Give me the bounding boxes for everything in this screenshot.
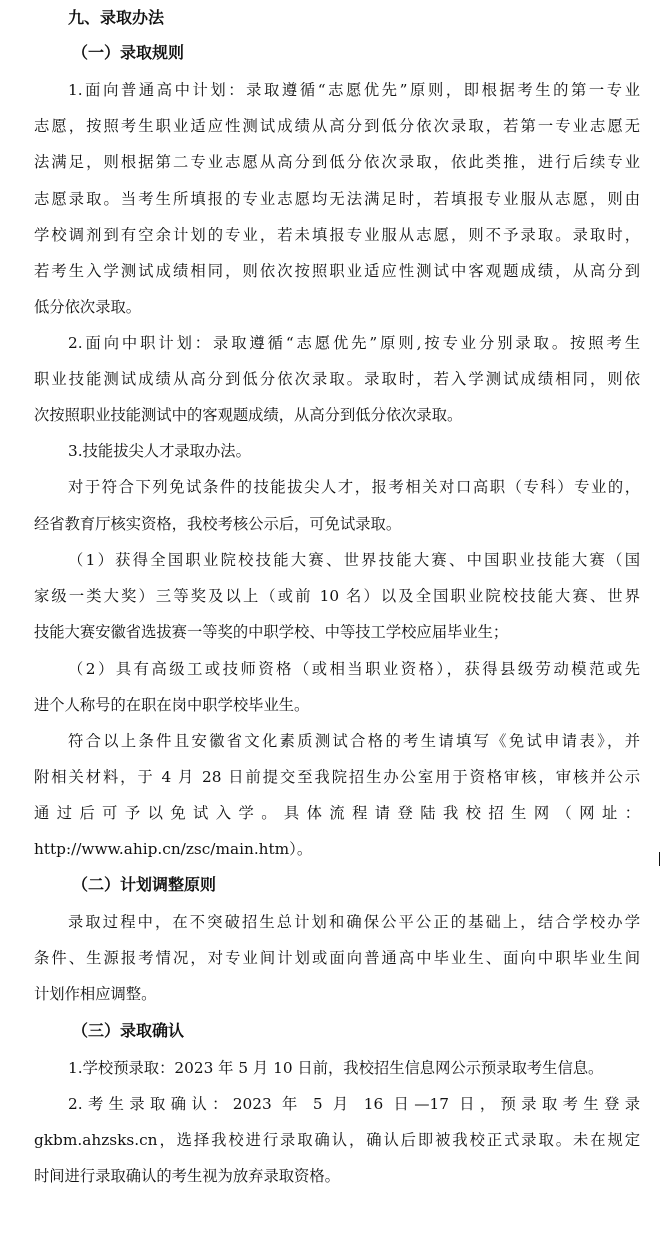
text-line: 进个人称号的在职在岗中职学校毕业生。 [34,696,310,714]
text-line: 通过后可予以免试入学。具体流程请登陆我校招生网（网址： [34,804,640,822]
subheading-plan-adjustment: （二）计划调整原则 [72,875,217,894]
text-line: 1.面向普通高中计划：录取遵循“志愿优先”原则，即根据考生的第一专业 [68,81,640,99]
subheading-admission-confirmation: （三）录取确认 [72,1021,185,1040]
text-line: 志愿录取。当考生所填报的专业志愿均无法满足时，若填报专业服从志愿，则由 [34,190,640,208]
text-line: （2）具有高级工或技师资格（或相当职业资格），获得县级劳动模范或先 [68,660,640,678]
text-line: 学校调剂到有空余计划的专业，若未填报专业服从志愿，则不予录取。录取时， [34,226,640,244]
text-line: 计划作相应调整。 [34,985,157,1003]
text-line: 低分依次录取。 [34,298,142,316]
text-line: gkbm.ahzsks.cn，选择我校进行录取确认，确认后即被我校正式录取。未在规定 [34,1131,640,1149]
text-line: 职业技能测试成绩从高分到低分依次录取。录取时，若入学测试成绩相同，则依 [34,370,640,388]
text-line: 若考生入学测试成绩相同，则依次按照职业适应性测试中客观题成绩，从高分到 [34,262,640,280]
text-line: 1.学校预录取：2023 年 5 月 10 日前，我校招生信息网公示预录取考生信息。 [68,1059,604,1077]
section-heading: 九、录取办法 [68,8,165,27]
subheading-admission-rules: （一）录取规则 [72,43,185,62]
text-line: 次按照职业技能测试中的客观题成绩，从高分到低分依次录取。 [34,406,463,424]
text-line: http://www.ahip.cn/zsc/main.htm）。 [34,840,313,858]
text-line: （1）获得全国职业院校技能大赛、世界技能大赛、中国职业技能大赛（国 [68,551,640,569]
cursor-mark [659,852,660,866]
text-line: 3.技能拔尖人才录取办法。 [68,442,251,460]
text-line: 录取过程中，在不突破招生总计划和确保公平公正的基础上，结合学校办学 [68,913,640,931]
text-line: 对于符合下列免试条件的技能拔尖人才，报考相关对口高职（专科）专业的， [68,478,640,496]
text-line: 附相关材料，于 4 月 28 日前提交至我院招生办公室用于资格审核，审核并公示 [34,768,640,786]
text-line: 时间进行录取确认的考生视为放弃录取资格。 [34,1167,340,1185]
text-line: 法满足，则根据第二专业志愿从高分到低分依次录取，依此类推，进行后续专业 [34,153,640,171]
text-line: 经省教育厅核实资格，我校考核公示后，可免试录取。 [34,515,402,533]
text-line: 志愿，按照考生职业适应性测试成绩从高分到低分依次录取，若第一专业志愿无 [34,117,640,135]
text-line: 2.面向中职计划：录取遵循“志愿优先”原则,按专业分别录取。按照考生 [68,334,640,352]
text-line: 符合以上条件且安徽省文化素质测试合格的考生请填写《免试申请表》，并 [68,732,640,750]
text-line: 技能大赛安徽省选拔赛一等奖的中职学校、中等技工学校应届毕业生； [34,623,509,641]
text-line: 条件、生源报考情况，对专业间计划或面向普通高中毕业生、面向中职毕业生间 [34,949,640,967]
text-line: 2.考生录取确认：2023 年 5 月 16 日—17 日，预录取考生登录 [68,1095,640,1113]
text-line: 家级一类大奖）三等奖及以上（或前 10 名）以及全国职业院校技能大赛、世界 [34,587,640,605]
